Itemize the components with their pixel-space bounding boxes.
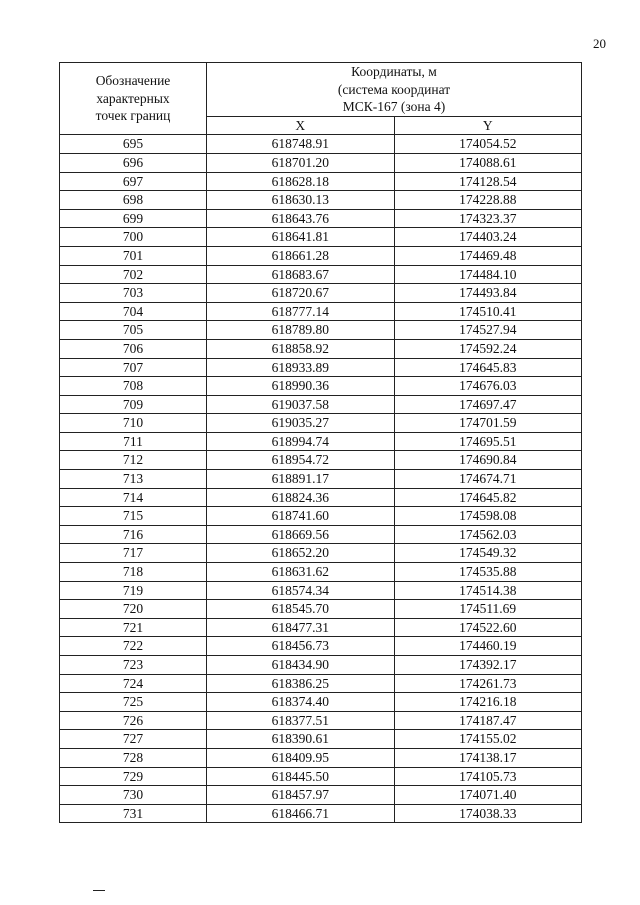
point-number-cell: 727 (60, 730, 207, 749)
table-row (60, 339, 582, 358)
table-row (60, 767, 582, 786)
point-number-cell: 721 (60, 618, 207, 637)
point-designation-header (60, 63, 207, 135)
table-row (60, 395, 582, 414)
x-coordinate-cell: 618777.14 (207, 302, 395, 321)
table-row (60, 711, 582, 730)
x-coordinate-cell: 618386.25 (207, 674, 395, 693)
point-header-line: характерных (96, 90, 170, 106)
y-coordinate-cell: 174228.88 (394, 191, 582, 210)
x-coordinate-cell: 618457.97 (207, 786, 395, 805)
y-coordinate-cell: 174695.51 (394, 432, 582, 451)
point-number-cell: 711 (60, 432, 207, 451)
y-coordinate-cell: 174676.03 (394, 377, 582, 396)
table-row (60, 507, 582, 526)
x-coordinate-cell: 618669.56 (207, 525, 395, 544)
y-coordinate-cell: 174054.52 (394, 135, 582, 154)
table-row (60, 581, 582, 600)
x-coordinate-cell: 618374.40 (207, 693, 395, 712)
table-row (60, 172, 582, 191)
table-row (60, 618, 582, 637)
x-coordinate-cell: 618652.20 (207, 544, 395, 563)
x-coordinate-cell: 618631.62 (207, 563, 395, 582)
point-number-cell: 731 (60, 804, 207, 823)
table-header (60, 63, 582, 135)
x-coordinate-cell: 618630.13 (207, 191, 395, 210)
x-coordinate-cell: 618933.89 (207, 358, 395, 377)
x-coordinate-cell: 619037.58 (207, 395, 395, 414)
y-coordinate-cell: 174510.41 (394, 302, 582, 321)
x-coordinate-cell: 618891.17 (207, 470, 395, 489)
y-coordinate-cell: 174562.03 (394, 525, 582, 544)
y-coordinate-cell: 174697.47 (394, 395, 582, 414)
table-row (60, 786, 582, 805)
point-number-cell: 723 (60, 656, 207, 675)
x-coordinate-cell: 618641.81 (207, 228, 395, 247)
y-coordinate-cell: 174138.17 (394, 748, 582, 767)
table-row (60, 544, 582, 563)
coords-header-line: (система координат (337, 81, 451, 97)
point-number-cell: 717 (60, 544, 207, 563)
table-row (60, 600, 582, 619)
table-row (60, 488, 582, 507)
y-coordinate-cell: 174645.82 (394, 488, 582, 507)
point-number-cell: 697 (60, 172, 207, 191)
x-coordinate-cell: 618390.61 (207, 730, 395, 749)
point-number-cell: 702 (60, 265, 207, 284)
point-number-cell: 695 (60, 135, 207, 154)
point-number-cell: 700 (60, 228, 207, 247)
y-coordinate-cell: 174484.10 (394, 265, 582, 284)
point-number-cell: 709 (60, 395, 207, 414)
x-coordinate-cell: 618701.20 (207, 153, 395, 172)
table-row (60, 451, 582, 470)
point-number-cell: 715 (60, 507, 207, 526)
point-number-cell: 705 (60, 321, 207, 340)
x-coordinate-cell: 618990.36 (207, 377, 395, 396)
coordinates-table (59, 62, 582, 823)
x-coordinate-cell: 618720.67 (207, 284, 395, 303)
y-coordinate-cell: 174155.02 (394, 730, 582, 749)
y-coordinate-cell: 174598.08 (394, 507, 582, 526)
point-number-cell: 703 (60, 284, 207, 303)
y-coordinate-cell: 174187.47 (394, 711, 582, 730)
table-row (60, 637, 582, 656)
y-coordinate-cell: 174261.73 (394, 674, 582, 693)
x-coordinate-cell: 618445.50 (207, 767, 395, 786)
table-row (60, 302, 582, 321)
table-row (60, 563, 582, 582)
table-row (60, 432, 582, 451)
point-number-cell: 696 (60, 153, 207, 172)
point-number-cell: 716 (60, 525, 207, 544)
point-number-cell: 706 (60, 339, 207, 358)
y-coordinate-cell: 174403.24 (394, 228, 582, 247)
x-coordinate-cell: 618545.70 (207, 600, 395, 619)
x-coordinate-cell: 618628.18 (207, 172, 395, 191)
table-row (60, 414, 582, 433)
y-coordinate-cell: 174511.69 (394, 600, 582, 619)
x-coordinate-cell: 618377.51 (207, 711, 395, 730)
coords-header-line: МСК-167 (зона 4) (342, 99, 446, 115)
table-row (60, 693, 582, 712)
y-coordinate-cell: 174549.32 (394, 544, 582, 563)
y-coordinate-cell: 174323.37 (394, 209, 582, 228)
x-coordinate-cell: 618824.36 (207, 488, 395, 507)
y-coordinate-cell: 174216.18 (394, 693, 582, 712)
table-row (60, 656, 582, 675)
y-coordinate-cell: 174493.84 (394, 284, 582, 303)
y-coordinate-cell: 174690.84 (394, 451, 582, 470)
x-coordinate-cell: 618661.28 (207, 246, 395, 265)
point-number-cell: 707 (60, 358, 207, 377)
point-number-cell: 712 (60, 451, 207, 470)
point-number-cell: 714 (60, 488, 207, 507)
y-coordinate-cell: 174469.48 (394, 246, 582, 265)
point-number-cell: 719 (60, 581, 207, 600)
table-row (60, 321, 582, 340)
table-row (60, 191, 582, 210)
x-coordinate-cell: 618477.31 (207, 618, 395, 637)
y-coordinate-cell: 174514.38 (394, 581, 582, 600)
point-number-cell: 720 (60, 600, 207, 619)
y-coordinate-cell: 174088.61 (394, 153, 582, 172)
x-coordinate-cell: 618789.80 (207, 321, 395, 340)
point-number-cell: 704 (60, 302, 207, 321)
x-coordinate-cell: 618748.91 (207, 135, 395, 154)
y-coordinate-cell: 174522.60 (394, 618, 582, 637)
page-number: 20 (593, 36, 606, 51)
point-number-cell: 708 (60, 377, 207, 396)
table-row (60, 377, 582, 396)
table-body (60, 135, 582, 823)
y-coordinate-cell: 174535.88 (394, 563, 582, 582)
table-row (60, 284, 582, 303)
y-coordinate-cell: 174038.33 (394, 804, 582, 823)
point-number-cell: 718 (60, 563, 207, 582)
x-coordinate-cell: 618683.67 (207, 265, 395, 284)
point-number-cell: 713 (60, 470, 207, 489)
table-row (60, 470, 582, 489)
point-number-cell: 728 (60, 748, 207, 767)
table-row (60, 748, 582, 767)
table-row (60, 153, 582, 172)
point-number-cell: 701 (60, 246, 207, 265)
table-row (60, 525, 582, 544)
table-row (60, 246, 582, 265)
point-number-cell: 729 (60, 767, 207, 786)
x-coordinate-cell: 618456.73 (207, 637, 395, 656)
x-coordinate-cell: 618858.92 (207, 339, 395, 358)
table-row (60, 228, 582, 247)
x-coordinate-cell: 619035.27 (207, 414, 395, 433)
x-coordinate-cell: 618409.95 (207, 748, 395, 767)
table-row (60, 804, 582, 823)
y-coordinate-cell: 174592.24 (394, 339, 582, 358)
y-coordinate-cell: 174071.40 (394, 786, 582, 805)
table-row (60, 674, 582, 693)
point-number-cell: 725 (60, 693, 207, 712)
table-row (60, 358, 582, 377)
x-coordinate-cell: 618574.34 (207, 581, 395, 600)
y-coordinate-cell: 174460.19 (394, 637, 582, 656)
y-coordinate-cell: 174527.94 (394, 321, 582, 340)
x-coordinate-cell: 618643.76 (207, 209, 395, 228)
table-row (60, 209, 582, 228)
coords-header-line: Координаты, м (351, 64, 437, 79)
point-number-cell: 722 (60, 637, 207, 656)
point-number-cell: 699 (60, 209, 207, 228)
x-column-header: X (207, 116, 395, 135)
point-number-cell: 724 (60, 674, 207, 693)
x-coordinate-cell: 618434.90 (207, 656, 395, 675)
point-header-line: точек границ (95, 108, 171, 124)
y-column-header: Y (394, 116, 582, 135)
y-coordinate-cell: 174128.54 (394, 172, 582, 191)
y-coordinate-cell: 174645.83 (394, 358, 582, 377)
x-coordinate-cell: 618954.72 (207, 451, 395, 470)
x-coordinate-cell: 618741.60 (207, 507, 395, 526)
x-coordinate-cell: 618994.74 (207, 432, 395, 451)
x-coordinate-cell: 618466.71 (207, 804, 395, 823)
point-number-cell: 698 (60, 191, 207, 210)
point-number-cell: 726 (60, 711, 207, 730)
footer-dash (93, 890, 105, 891)
coordinates-header (207, 63, 582, 117)
point-number-cell: 730 (60, 786, 207, 805)
table-row (60, 265, 582, 284)
table-row (60, 730, 582, 749)
y-coordinate-cell: 174701.59 (394, 414, 582, 433)
y-coordinate-cell: 174674.71 (394, 470, 582, 489)
header-row-top (60, 63, 582, 117)
point-header-line: Обозначение (95, 73, 171, 89)
y-coordinate-cell: 174105.73 (394, 767, 582, 786)
table-row (60, 135, 582, 154)
point-number-cell: 710 (60, 414, 207, 433)
y-coordinate-cell: 174392.17 (394, 656, 582, 675)
